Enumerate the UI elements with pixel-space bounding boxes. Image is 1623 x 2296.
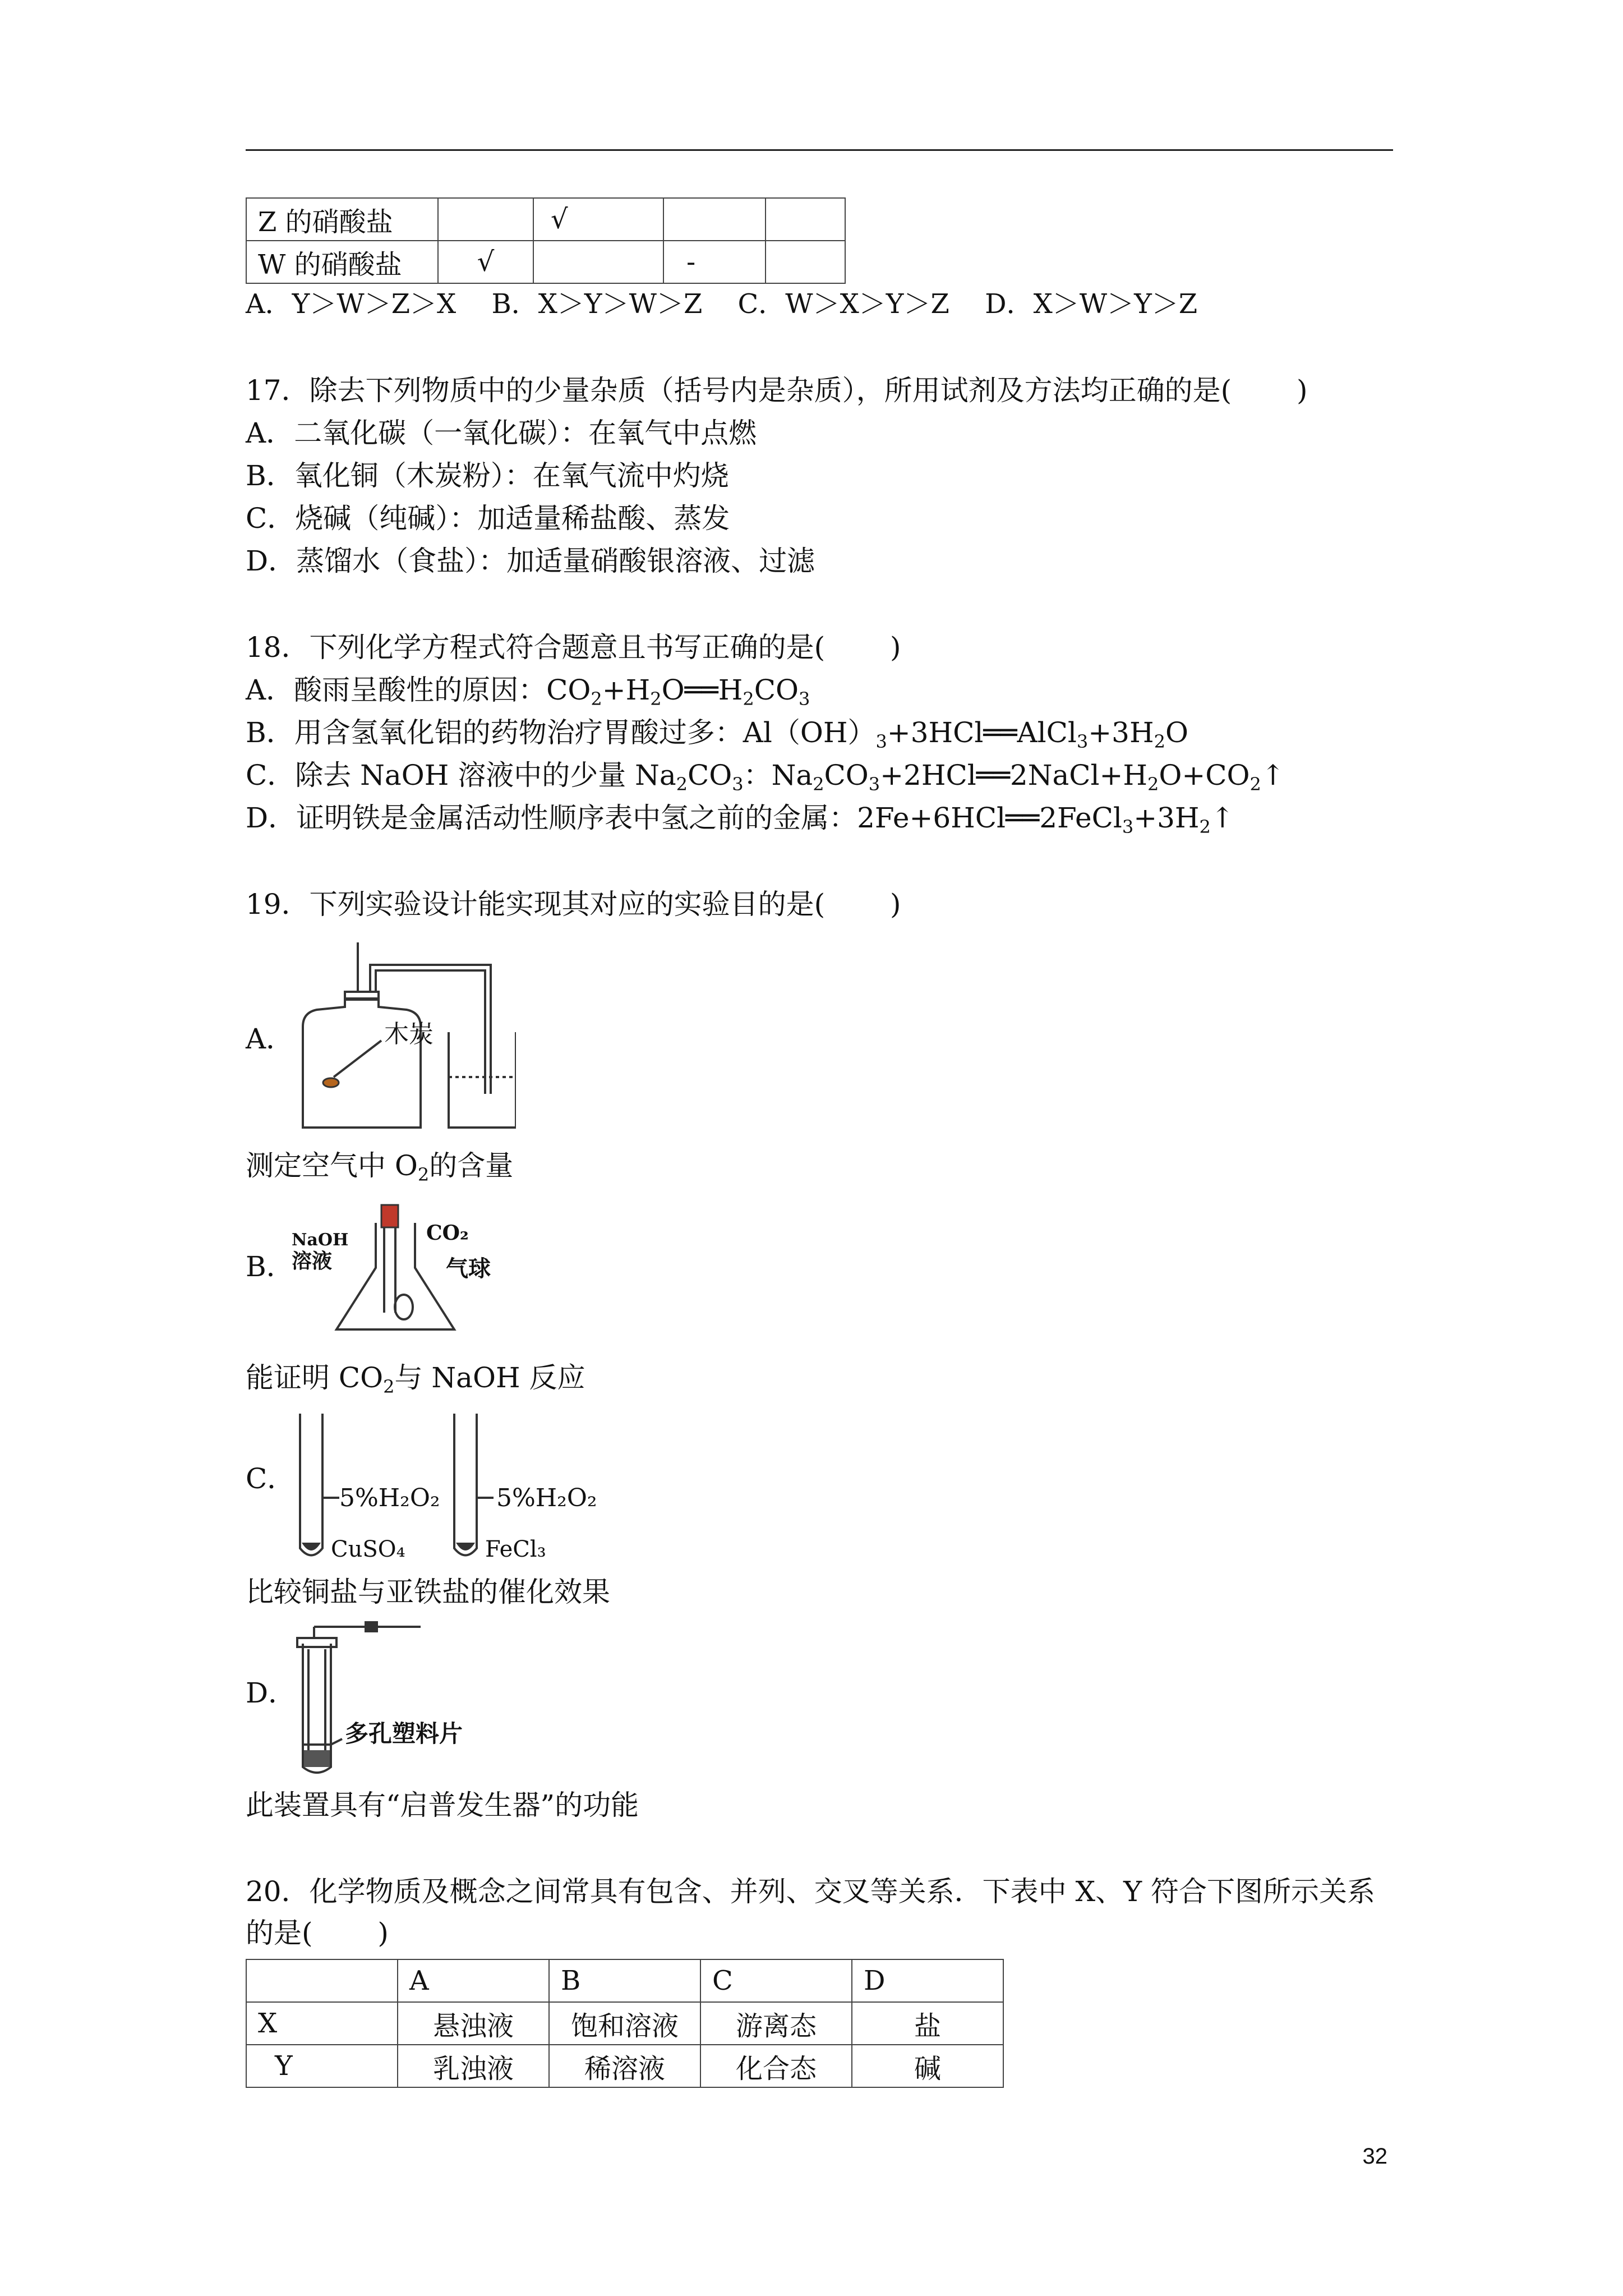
figure-label: 木炭 — [384, 1020, 434, 1048]
table-cell — [663, 198, 766, 241]
figure-label: 5%H₂O₂ — [339, 1484, 440, 1512]
subscript: 3 — [875, 731, 887, 752]
table-cell: Z 的硝酸盐 — [246, 198, 438, 241]
q20-stem-line2: 的是( ) — [246, 1917, 389, 1949]
table-cell: 悬浊液 — [398, 2002, 549, 2045]
text: ↑ — [1261, 759, 1285, 792]
table-cell: 游离态 — [700, 2002, 852, 2045]
table-cell: W 的硝酸盐 — [246, 241, 438, 283]
q19-figure-a — [292, 942, 516, 1133]
subscript: 3 — [732, 774, 744, 795]
q19-option-b-letter: B． — [246, 1250, 294, 1283]
q17-option-a: A．二氧化碳（一氧化碳）：在氧气中点燃 — [246, 417, 757, 449]
table-cell: C — [700, 1959, 852, 2002]
q19-option-a-letter: A． — [246, 1023, 294, 1055]
table-cell — [438, 198, 533, 241]
figure-label: FeCl₃ — [485, 1536, 546, 1562]
solution-icon — [456, 1543, 475, 1550]
header-rule — [246, 149, 1393, 151]
table-cell: B — [549, 1959, 700, 2002]
table-row — [246, 2045, 1003, 2087]
figure-label: 气球 — [446, 1255, 491, 1282]
table-row — [246, 241, 845, 283]
subscript: 2 — [813, 774, 824, 795]
table-cell: √ — [438, 241, 533, 283]
q16-table — [246, 197, 846, 284]
q19-option-d-caption: 此装置具有“启普发生器”的功能 — [246, 1789, 639, 1821]
table-cell: - — [663, 241, 766, 283]
table-row — [246, 2002, 1003, 2045]
text: O — [1165, 716, 1188, 749]
text: D．证明铁是金属活动性顺序表中氢之前的金属：2Fe+6HCl══2FeCl — [246, 802, 1122, 834]
subscript: 2 — [383, 1376, 395, 1397]
text: ：Na — [743, 759, 813, 792]
subscript: 2 — [1199, 816, 1211, 838]
q19-figure-d — [292, 1616, 516, 1778]
subscript: 2 — [417, 1164, 430, 1185]
text: C．除去 NaOH 溶液中的少量 Na — [246, 759, 676, 792]
subscript: 2 — [650, 688, 662, 710]
dropper-bulb-icon — [381, 1205, 398, 1227]
q17-stem: 17．除去下列物质中的少量杂质（括号内是杂质），所用试剂及方法均正确的是( ) — [246, 374, 1308, 407]
table-cell: 盐 — [852, 2002, 1003, 2045]
text: O══H — [661, 674, 743, 706]
q19-option-c-letter: C． — [246, 1462, 296, 1495]
text: +3H — [1088, 716, 1154, 749]
figure-label: CuSO₄ — [331, 1536, 405, 1562]
table-cell: Y — [246, 2045, 398, 2087]
text: +3HCl══AlCl — [887, 716, 1077, 749]
text: ↑ — [1210, 802, 1234, 834]
text: CO — [754, 674, 799, 706]
q16-options: A．Y＞W＞Z＞X B．X＞Y＞W＞Z C．W＞X＞Y＞Z D．X＞W＞Y＞Z — [246, 288, 1198, 320]
table-row — [246, 198, 845, 241]
q18-stem: 18．下列化学方程式符合题意且书写正确的是( ) — [246, 631, 901, 664]
text: O+CO — [1159, 759, 1250, 792]
q17-option-b: B．氧化铜（木炭粉）：在氧气流中灼烧 — [246, 459, 729, 492]
q17-option-c: C．烧碱（纯碱）：加适量稀盐酸、蒸发 — [246, 502, 730, 535]
q17-option-d: D．蒸馏水（食盐）：加适量硝酸银溶液、过滤 — [246, 545, 815, 577]
q19-option-a-caption — [246, 1148, 513, 1184]
table-cell: 稀溶液 — [549, 2045, 700, 2087]
text: B．用含氢氧化铝的药物治疗胃酸过多：Al（OH） — [246, 716, 876, 749]
clamp-icon — [365, 1621, 378, 1632]
figure-label: 5%H₂O₂ — [496, 1484, 597, 1512]
subscript: 2 — [591, 688, 602, 710]
page-number: 32 — [1362, 2144, 1387, 2169]
table-cell — [766, 241, 845, 283]
subscript: 3 — [1122, 816, 1134, 838]
table-cell — [533, 241, 663, 283]
subscript: 2 — [1249, 774, 1261, 795]
q18-option-a — [246, 672, 810, 708]
table-cell: 化合态 — [700, 2045, 852, 2087]
solid-icon — [304, 1750, 330, 1767]
q19-figure-c — [292, 1408, 617, 1565]
text: +H — [602, 674, 651, 706]
table-cell — [766, 198, 845, 241]
table-cell: √ — [533, 198, 663, 241]
table-cell: D — [852, 1959, 1003, 2002]
table-cell: X — [246, 2002, 398, 2045]
table-cell: 乳浊液 — [398, 2045, 549, 2087]
q19-figure-b — [292, 1200, 538, 1335]
text: CO — [688, 759, 732, 792]
figure-label: NaOH — [292, 1230, 349, 1250]
table-row — [246, 1959, 1003, 2002]
text: +2HCl══2NaCl+H — [880, 759, 1148, 792]
q19-stem: 19．下列实验设计能实现其对应的实验目的是( ) — [246, 888, 901, 921]
charcoal-icon — [323, 1078, 339, 1087]
text: 的含量 — [429, 1149, 514, 1182]
subscript: 3 — [868, 774, 880, 795]
text: 能证明 CO — [246, 1361, 384, 1394]
text: CO — [824, 759, 869, 792]
q18-option-c — [246, 757, 1285, 793]
text: 测定空气中 O — [246, 1149, 418, 1182]
q20-table — [246, 1959, 1004, 2088]
q18-option-b — [246, 715, 1188, 751]
table-cell: A — [398, 1959, 549, 2002]
subscript: 3 — [1076, 731, 1089, 752]
q19-option-d-letter: D． — [246, 1677, 297, 1709]
figure-label: 溶液 — [292, 1249, 333, 1273]
subscript: 2 — [676, 774, 688, 795]
text: 与 NaOH 反应 — [394, 1361, 585, 1394]
text: +3H — [1133, 802, 1200, 834]
q18-option-d — [246, 800, 1234, 836]
table-cell: 碱 — [852, 2045, 1003, 2087]
figure-label: 多孔塑料片 — [345, 1720, 463, 1747]
q20-stem-line1: 20．化学物质及概念之间常具有包含、并列、交叉等关系．下表中 X、Y 符合下图所示关系 — [246, 1875, 1376, 1908]
table-cell: 饱和溶液 — [549, 2002, 700, 2045]
subscript: 2 — [1154, 731, 1165, 752]
q19-option-b-caption — [246, 1360, 585, 1396]
subscript: 2 — [1147, 774, 1159, 795]
subscript: 3 — [799, 688, 810, 710]
text: A．酸雨呈酸性的原因：CO — [246, 674, 591, 706]
solution-icon — [302, 1543, 321, 1550]
table-cell — [246, 1959, 398, 2002]
subscript: 2 — [743, 688, 754, 710]
q19-option-c-caption: 比较铜盐与亚铁盐的催化效果 — [246, 1576, 610, 1608]
figure-label: CO₂ — [426, 1221, 469, 1245]
